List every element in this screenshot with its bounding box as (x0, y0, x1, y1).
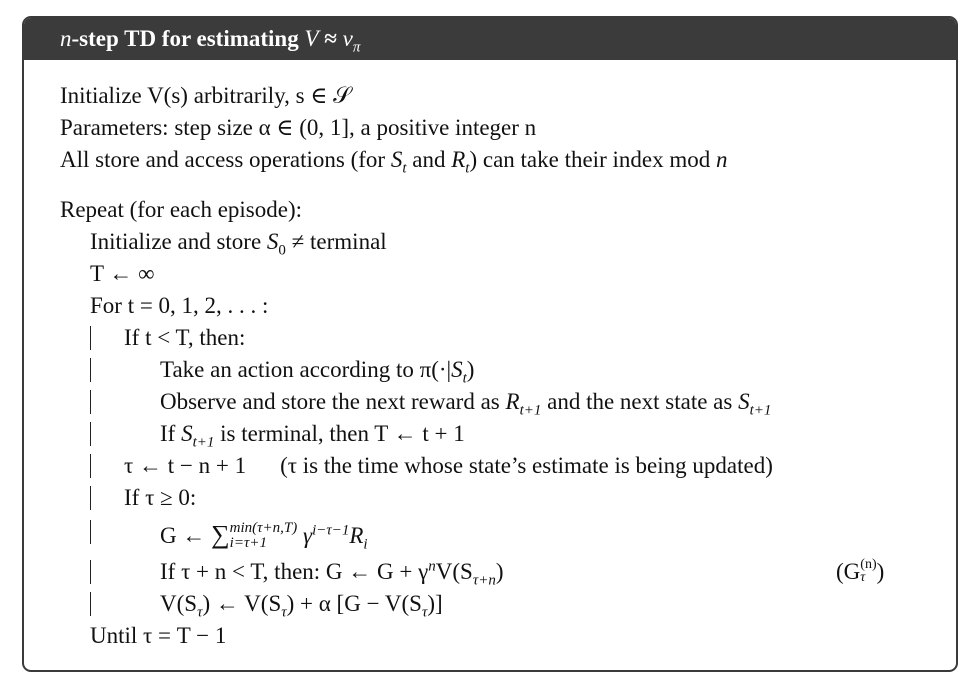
indent-bar (90, 326, 91, 350)
title-v: v (342, 26, 353, 51)
indent-bar (90, 422, 91, 446)
line-if-terminal: If $S_{t+1}$ is terminal, then T ← t + 1 (160, 421, 465, 451)
line-if-bootstrap: If τ + n < T, then: G ← $G + \gamma^nV(S_{\tau+n})$ (160, 558, 504, 589)
indent-bar (90, 592, 91, 616)
title-V: V (304, 26, 319, 51)
line-return-sum: G ← ∑ min(τ+n,T) i=τ+1 $\gamma^{i-\tau-1}R_i$ (160, 519, 368, 553)
title-pi: π (352, 39, 361, 56)
line-value-update: $V(S_\tau)$ ← $V(S_\tau) + \alpha$ $[G - V(S_\tau)]$ (160, 591, 443, 621)
algorithm-title (24, 18, 956, 60)
line-if-tau-nonneg: If τ ≥ 0: (124, 485, 197, 510)
indent-bar (90, 390, 91, 414)
indent-bar (90, 454, 91, 478)
n-step-return-tag: (G (n) τ ) (836, 556, 885, 585)
title-text: -step TD for estimating (71, 26, 305, 51)
line-observe-store: Observe and store the next reward as $R_{t+1}$ and the next state as $S_{t+1}$ (160, 389, 772, 419)
indent-bar (90, 560, 91, 584)
line-parameters: Parameters: step size α ∈ (0, 1], a positive integer n (60, 115, 537, 140)
line-t-infinity: T ← ∞ (90, 261, 155, 286)
indent-bar (90, 358, 91, 382)
title-n: n (60, 26, 72, 51)
line-for-loop: For t = 0, 1, 2, . . . : (90, 293, 269, 318)
indent-bar (90, 486, 91, 510)
indent-bar (90, 520, 91, 544)
line-tau-update: τ ← t − n + 1 (τ is the time whose state’s estimate is being updated) (124, 453, 773, 478)
line-repeat: Repeat (for each episode): (60, 197, 303, 222)
line-initialize-v: Initialize V(s) arbitrarily, s ∈ 𝒮 (60, 83, 351, 108)
line-take-action: Take an action according to $\pi(\cdot|S_t)$ (160, 357, 475, 387)
line-until: Until τ = T − 1 (90, 623, 227, 648)
algorithm-box (22, 16, 958, 672)
line-init-store: Initialize and store $S_0$ ≠ terminal (90, 229, 387, 259)
title-approx: ≈ (318, 26, 343, 51)
line-if-t-less-T: If t < T, then: (124, 325, 246, 350)
line-store-access: All store and access operations (for $S_t$ and $R_t$) can take their index mod n (60, 147, 728, 177)
